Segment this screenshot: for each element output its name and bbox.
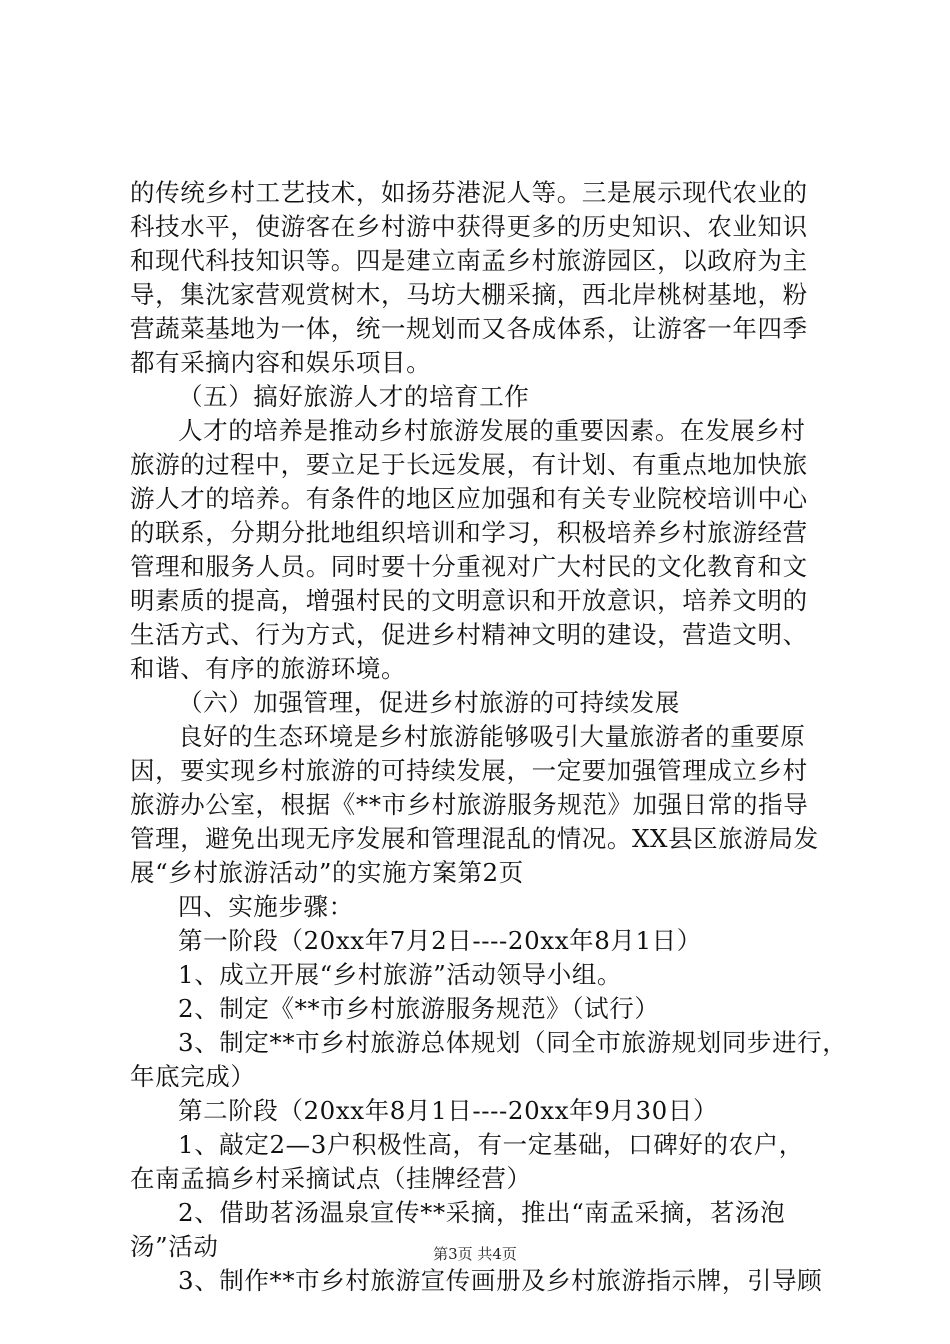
text-line: 3、制作**市乡村旅游宣传画册及乡村旅游指示牌，引导顾 (178, 1266, 823, 1295)
text-line: 旅游办公室，根据《**市乡村旅游服务规范》加强日常的指导 (130, 790, 809, 819)
text-line: 3、制定**市乡村旅游总体规划（同全市旅游规划同步进行， (178, 1028, 848, 1057)
text-line: 的传统乡村工艺技术，如扬芬港泥人等。三是展示现代农业的 (130, 178, 808, 207)
text-line: 1、敲定2—3户积极性高，有一定基础，口碑好的农户， (178, 1130, 804, 1159)
text-line: 良好的生态环境是乡村旅游能够吸引大量旅游者的重要原 (178, 722, 806, 751)
text-line: 营蔬菜基地为一体，统一规划而又各成体系，让游客一年四季 (130, 314, 808, 343)
section-heading: 四、实施步骤： (178, 892, 354, 921)
text-line: 年底完成） (130, 1062, 256, 1091)
text-line: 第一阶段（20xx年7月2日----20xx年8月1日） (178, 926, 702, 955)
section-heading: （六）加强管理，促进乡村旅游的可持续发展 (178, 688, 680, 717)
section-heading: （五）搞好旅游人才的培育工作 (178, 382, 530, 411)
text-line: 1、成立开展“乡村旅游”活动领导小组。 (178, 960, 623, 989)
text-line: 旅游的过程中，要立足于长远发展，有计划、有重点地加快旅 (130, 450, 808, 479)
text-line: 因，要实现乡村旅游的可持续发展，一定要加强管理成立乡村 (130, 756, 808, 785)
text-line: 明素质的提高，增强村民的文明意识和开放意识，培养文明的 (130, 586, 808, 615)
text-line: 汤”活动 (130, 1232, 219, 1261)
page-footer: 第3页 共4页 (433, 1245, 517, 1263)
text-line: 导，集沈家营观赏树木，马坊大棚采摘，西北岸桃树基地，粉 (130, 280, 808, 309)
text-line: 展“乡村旅游活动”的实施方案第2页 (130, 858, 524, 887)
text-line: 生活方式、行为方式，促进乡村精神文明的建设，营造文明、 (130, 620, 808, 649)
text-line: 和谐、有序的旅游环境。 (130, 654, 407, 683)
text-line: 第二阶段（20xx年8月1日----20xx年9月30日） (178, 1096, 719, 1125)
text-line: 2、借助茗汤温泉宣传**采摘，推出“南孟采摘，茗汤泡 (178, 1198, 786, 1227)
text-line: 人才的培养是推动乡村旅游发展的重要因素。在发展乡村 (178, 416, 806, 445)
text-line: 的联系，分期分批地组织培训和学习，积极培养乡村旅游经营 (130, 518, 808, 547)
text-line: 都有采摘内容和娱乐项目。 (130, 348, 432, 377)
text-line: 管理，避免出现无序发展和管理混乱的情况。XX县区旅游局发 (130, 824, 819, 853)
text-line: 在南孟搞乡村采摘试点（挂牌经营） (130, 1164, 532, 1193)
text-line: 游人才的培养。有条件的地区应加强和有关专业院校培训中心 (130, 484, 808, 513)
text-line: 2、制定《**市乡村旅游服务规范》（试行） (178, 994, 660, 1023)
text-line: 管理和服务人员。同时要十分重视对广大村民的文化教育和文 (130, 552, 808, 581)
text-line: 和现代科技知识等。四是建立南孟乡村旅游园区，以政府为主 (130, 246, 808, 275)
text-line: 科技水平，使游客在乡村游中获得更多的历史知识、农业知识 (130, 212, 808, 241)
